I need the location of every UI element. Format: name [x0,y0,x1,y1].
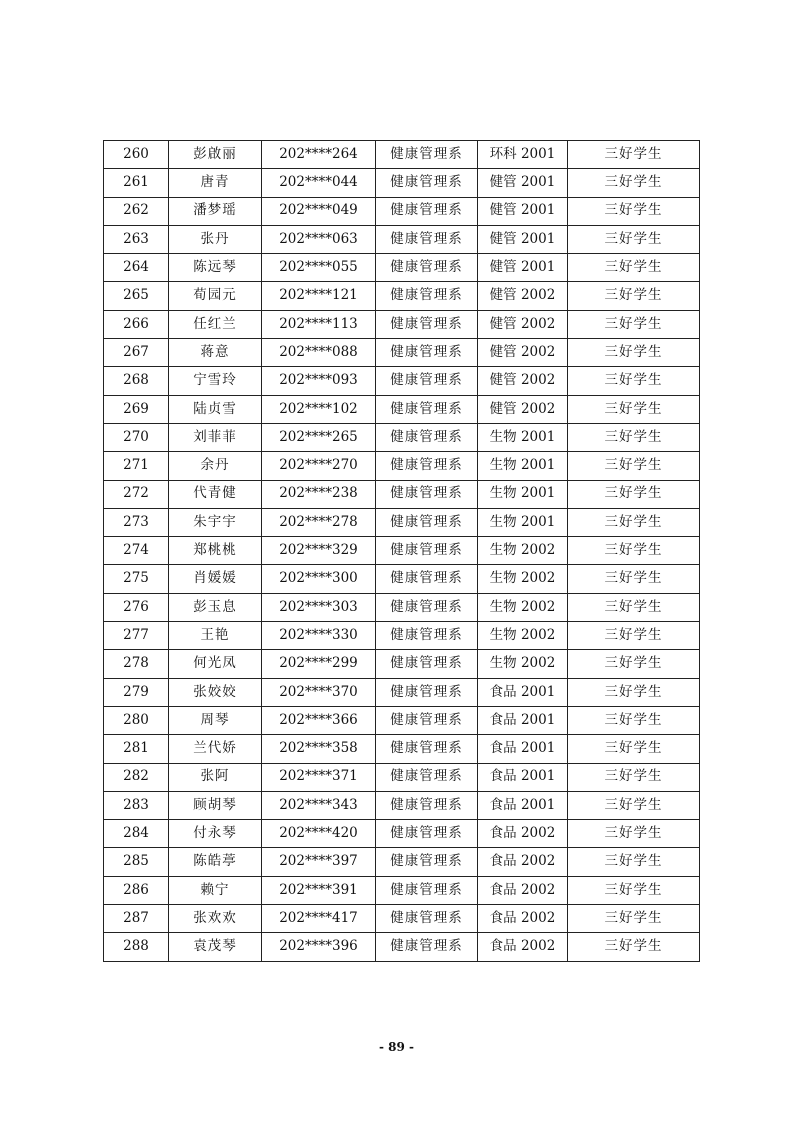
cell-student-name: 陆贞雪 [169,395,262,423]
cell-student-id: 202****420 [262,820,376,848]
cell-student-id: 202****299 [262,650,376,678]
cell-class: 健管 2002 [478,395,568,423]
cell-student-id: 202****093 [262,367,376,395]
cell-student-id: 202****370 [262,678,376,706]
cell-student-id: 202****063 [262,225,376,253]
cell-class: 健管 2002 [478,282,568,310]
table-row [104,225,700,253]
table-row [104,763,700,791]
cell-award: 三好学生 [568,593,700,621]
cell-student-name: 陈皓葶 [169,848,262,876]
table-row [104,678,700,706]
cell-serial-number: 266 [104,310,169,338]
cell-student-id: 202****343 [262,791,376,819]
cell-serial-number: 283 [104,791,169,819]
cell-serial-number: 269 [104,395,169,423]
cell-award: 三好学生 [568,423,700,451]
cell-student-id: 202****238 [262,480,376,508]
cell-student-name: 任红兰 [169,310,262,338]
cell-class: 生物 2002 [478,537,568,565]
cell-student-name: 赖宁 [169,876,262,904]
table-row [104,169,700,197]
table-row [104,905,700,933]
cell-award: 三好学生 [568,650,700,678]
cell-class: 健管 2001 [478,225,568,253]
cell-class: 健管 2002 [478,339,568,367]
cell-student-name: 张丹 [169,225,262,253]
cell-serial-number: 261 [104,169,169,197]
cell-class: 食品 2002 [478,933,568,961]
cell-student-id: 202****391 [262,876,376,904]
cell-department: 健康管理系 [376,480,478,508]
cell-department: 健康管理系 [376,905,478,933]
cell-department: 健康管理系 [376,763,478,791]
cell-student-name: 宁雪玲 [169,367,262,395]
cell-award: 三好学生 [568,933,700,961]
cell-class: 生物 2002 [478,593,568,621]
cell-student-name: 王艳 [169,622,262,650]
cell-department: 健康管理系 [376,933,478,961]
cell-serial-number: 263 [104,225,169,253]
table-row [104,735,700,763]
award-list-table [103,140,700,962]
cell-student-id: 202****396 [262,933,376,961]
cell-award: 三好学生 [568,763,700,791]
cell-student-name: 周琴 [169,706,262,734]
cell-student-name: 袁茂琴 [169,933,262,961]
cell-student-id: 202****366 [262,706,376,734]
table-row [104,933,700,961]
table-row [104,508,700,536]
table-row [104,876,700,904]
cell-student-id: 202****270 [262,452,376,480]
cell-department: 健康管理系 [376,706,478,734]
cell-department: 健康管理系 [376,367,478,395]
cell-student-id: 202****371 [262,763,376,791]
cell-award: 三好学生 [568,197,700,225]
cell-serial-number: 264 [104,254,169,282]
cell-student-id: 202****303 [262,593,376,621]
cell-student-id: 202****278 [262,508,376,536]
cell-award: 三好学生 [568,565,700,593]
cell-student-id: 202****330 [262,622,376,650]
cell-class: 健管 2002 [478,310,568,338]
cell-serial-number: 271 [104,452,169,480]
cell-department: 健康管理系 [376,395,478,423]
cell-serial-number: 280 [104,706,169,734]
cell-department: 健康管理系 [376,650,478,678]
cell-student-name: 唐青 [169,169,262,197]
cell-student-id: 202****397 [262,848,376,876]
cell-student-id: 202****329 [262,537,376,565]
cell-department: 健康管理系 [376,593,478,621]
cell-student-name: 付永琴 [169,820,262,848]
table-row [104,452,700,480]
cell-class: 健管 2002 [478,367,568,395]
cell-serial-number: 276 [104,593,169,621]
table-row [104,367,700,395]
cell-class: 食品 2002 [478,820,568,848]
table-row [104,254,700,282]
cell-department: 健康管理系 [376,141,478,169]
cell-student-id: 202****044 [262,169,376,197]
cell-department: 健康管理系 [376,537,478,565]
cell-department: 健康管理系 [376,735,478,763]
cell-student-name: 余丹 [169,452,262,480]
cell-department: 健康管理系 [376,423,478,451]
table-row [104,480,700,508]
cell-award: 三好学生 [568,395,700,423]
cell-student-name: 蒋意 [169,339,262,367]
cell-department: 健康管理系 [376,820,478,848]
cell-serial-number: 286 [104,876,169,904]
cell-student-name: 彭玉息 [169,593,262,621]
cell-class: 生物 2001 [478,452,568,480]
cell-student-id: 202****300 [262,565,376,593]
cell-student-id: 202****113 [262,310,376,338]
table-row [104,820,700,848]
cell-class: 生物 2001 [478,480,568,508]
cell-student-name: 朱宇宇 [169,508,262,536]
cell-serial-number: 270 [104,423,169,451]
table-row [104,423,700,451]
cell-serial-number: 281 [104,735,169,763]
cell-student-name: 陈远琴 [169,254,262,282]
cell-department: 健康管理系 [376,169,478,197]
cell-student-name: 肖媛媛 [169,565,262,593]
cell-class: 食品 2001 [478,706,568,734]
table-row [104,339,700,367]
cell-award: 三好学生 [568,735,700,763]
cell-department: 健康管理系 [376,197,478,225]
cell-class: 生物 2002 [478,622,568,650]
cell-serial-number: 287 [104,905,169,933]
cell-student-id: 202****265 [262,423,376,451]
table-row [104,565,700,593]
cell-department: 健康管理系 [376,508,478,536]
table-row [104,791,700,819]
cell-serial-number: 272 [104,480,169,508]
cell-award: 三好学生 [568,169,700,197]
page-number: - 89 - [378,1040,414,1054]
cell-class: 健管 2001 [478,197,568,225]
cell-class: 食品 2001 [478,735,568,763]
table-row [104,622,700,650]
cell-department: 健康管理系 [376,848,478,876]
cell-class: 生物 2001 [478,508,568,536]
cell-class: 生物 2001 [478,423,568,451]
cell-serial-number: 285 [104,848,169,876]
cell-serial-number: 273 [104,508,169,536]
cell-student-id: 202****358 [262,735,376,763]
cell-award: 三好学生 [568,905,700,933]
cell-student-name: 兰代娇 [169,735,262,763]
table-row [104,141,700,169]
table-row [104,706,700,734]
cell-award: 三好学生 [568,678,700,706]
table-row [104,650,700,678]
cell-class: 环科 2001 [478,141,568,169]
cell-award: 三好学生 [568,848,700,876]
table-row [104,848,700,876]
cell-class: 生物 2002 [478,650,568,678]
cell-award: 三好学生 [568,508,700,536]
cell-department: 健康管理系 [376,791,478,819]
cell-class: 健管 2001 [478,254,568,282]
cell-class: 食品 2002 [478,876,568,904]
cell-student-name: 郑桃桃 [169,537,262,565]
cell-department: 健康管理系 [376,876,478,904]
cell-award: 三好学生 [568,452,700,480]
cell-award: 三好学生 [568,622,700,650]
cell-class: 食品 2001 [478,791,568,819]
table-row [104,310,700,338]
cell-award: 三好学生 [568,820,700,848]
cell-serial-number: 267 [104,339,169,367]
cell-award: 三好学生 [568,254,700,282]
cell-serial-number: 262 [104,197,169,225]
cell-serial-number: 279 [104,678,169,706]
cell-class: 生物 2002 [478,565,568,593]
cell-serial-number: 275 [104,565,169,593]
cell-serial-number: 260 [104,141,169,169]
table-row [104,593,700,621]
cell-department: 健康管理系 [376,622,478,650]
cell-student-name: 代青健 [169,480,262,508]
cell-serial-number: 282 [104,763,169,791]
cell-serial-number: 274 [104,537,169,565]
cell-student-name: 刘菲菲 [169,423,262,451]
cell-student-id: 202****264 [262,141,376,169]
cell-award: 三好学生 [568,310,700,338]
cell-serial-number: 288 [104,933,169,961]
cell-award: 三好学生 [568,706,700,734]
cell-student-name: 何光凤 [169,650,262,678]
cell-student-name: 彭啟丽 [169,141,262,169]
cell-department: 健康管理系 [376,678,478,706]
cell-award: 三好学生 [568,876,700,904]
cell-student-name: 潘梦瑶 [169,197,262,225]
cell-serial-number: 278 [104,650,169,678]
cell-student-name: 顾胡琴 [169,791,262,819]
cell-award: 三好学生 [568,141,700,169]
cell-student-name: 张欢欢 [169,905,262,933]
cell-award: 三好学生 [568,339,700,367]
cell-serial-number: 277 [104,622,169,650]
cell-award: 三好学生 [568,282,700,310]
cell-award: 三好学生 [568,791,700,819]
cell-class: 食品 2002 [478,848,568,876]
cell-award: 三好学生 [568,367,700,395]
cell-award: 三好学生 [568,225,700,253]
cell-department: 健康管理系 [376,565,478,593]
cell-student-id: 202****049 [262,197,376,225]
cell-department: 健康管理系 [376,225,478,253]
cell-class: 食品 2002 [478,905,568,933]
cell-award: 三好学生 [568,537,700,565]
cell-serial-number: 284 [104,820,169,848]
table-row [104,282,700,310]
cell-student-id: 202****088 [262,339,376,367]
cell-class: 食品 2001 [478,763,568,791]
cell-serial-number: 265 [104,282,169,310]
table-body [104,141,700,962]
cell-department: 健康管理系 [376,282,478,310]
cell-student-name: 荀园元 [169,282,262,310]
cell-serial-number: 268 [104,367,169,395]
cell-student-name: 张姣姣 [169,678,262,706]
cell-student-id: 202****121 [262,282,376,310]
cell-student-id: 202****102 [262,395,376,423]
cell-student-id: 202****417 [262,905,376,933]
cell-department: 健康管理系 [376,310,478,338]
cell-award: 三好学生 [568,480,700,508]
cell-department: 健康管理系 [376,254,478,282]
cell-student-name: 张阿 [169,763,262,791]
table-row [104,197,700,225]
cell-department: 健康管理系 [376,339,478,367]
cell-class: 健管 2001 [478,169,568,197]
cell-student-id: 202****055 [262,254,376,282]
table-row [104,537,700,565]
cell-department: 健康管理系 [376,452,478,480]
table-row [104,395,700,423]
cell-class: 食品 2001 [478,678,568,706]
